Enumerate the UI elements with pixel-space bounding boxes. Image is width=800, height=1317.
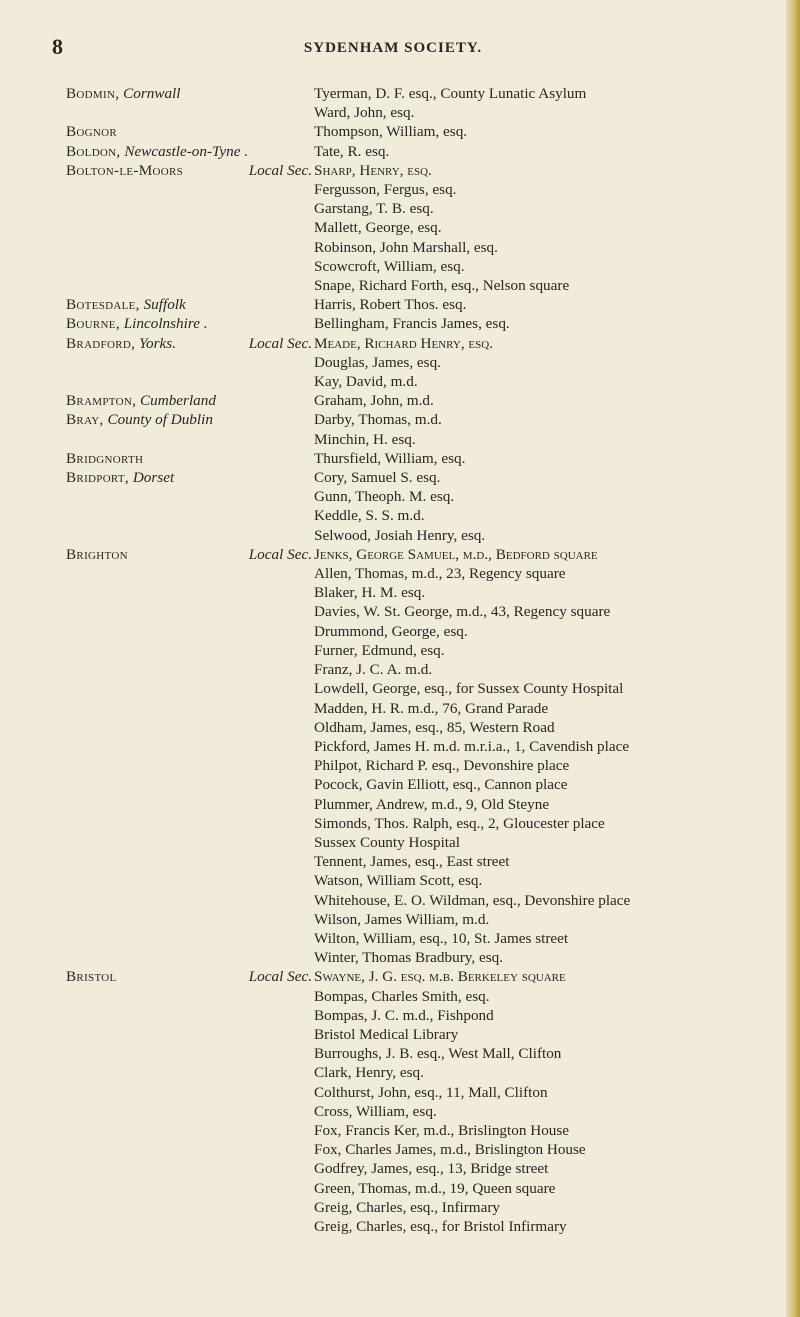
town-name: Brighton [66, 545, 128, 563]
member-line: Sharp, Henry, esq. [314, 161, 432, 179]
member-line: Blaker, H. M. esq. [314, 584, 426, 602]
member-line: Allen, Thomas, m.d., 23, Regency square [314, 565, 566, 583]
member-line: Harris, Robert Thos. esq. [314, 296, 467, 314]
town-county: Dorset [132, 469, 175, 487]
local-secretary-label: Local Sec. [248, 545, 312, 563]
town-entry [0, 84, 786, 122]
town-cell [0, 142, 314, 161]
town-cell [0, 334, 314, 353]
member-names [314, 161, 754, 295]
town-name: Bourne, [66, 315, 120, 333]
member-line: Colthurst, John, esq., 11, Mall, Clifton [314, 1083, 548, 1101]
member-line: Mallett, George, esq. [314, 219, 442, 237]
town-cell [0, 295, 314, 314]
member-line: Philpot, Richard P. esq., Devonshire place [314, 757, 570, 775]
town-name: Bognor [66, 123, 118, 141]
town-cell [0, 122, 314, 141]
member-line: Jenks, George Samuel, m.d., Bedford square [314, 545, 598, 563]
member-line: Douglas, James, esq. [314, 353, 441, 371]
member-line: Pickford, James H. m.d. m.r.i.a., 1, Cavendish place [314, 737, 630, 755]
member-line: Simonds, Thos. Ralph, esq., 2, Gloucester place [314, 814, 605, 832]
member-line: Garstang, T. B. esq. [314, 200, 434, 218]
town-name: Brampton, [66, 392, 137, 410]
member-line: Bristol Medical Library [314, 1025, 459, 1043]
member-names [314, 545, 754, 967]
member-line: Scowcroft, William, esq. [314, 257, 465, 275]
member-line: Furner, Edmund, esq. [314, 641, 445, 659]
member-line: Whitehouse, E. O. Wildman, esq., Devonshire place [314, 891, 631, 909]
member-names [314, 84, 754, 122]
member-line: Bellingham, Francis James, esq. [314, 315, 510, 333]
town-county: Cornwall [123, 85, 181, 102]
town-entry [0, 122, 786, 141]
member-line: Fergusson, Fergus, esq. [314, 181, 457, 199]
town-entry [0, 545, 786, 967]
town-name: Bradford, [66, 334, 136, 352]
member-line: Ward, John, esq. [314, 104, 415, 122]
member-line: Plummer, Andrew, m.d., 9, Old Steyne [314, 795, 550, 813]
member-line: Clark, Henry, esq. [314, 1064, 424, 1082]
town-county: Cumberland [140, 392, 216, 410]
town-cell [0, 84, 314, 103]
town-name: Bolton-le-Moors [66, 161, 184, 179]
member-line: Sussex County Hospital [314, 833, 460, 851]
member-line: Davies, W. St. George, m.d., 43, Regency square [314, 603, 611, 621]
member-list [0, 84, 786, 1236]
member-line: Graham, John, m.d. [314, 392, 434, 410]
town-entry [0, 449, 786, 468]
town-county: Lincolnshire . [123, 315, 208, 333]
member-line: Selwood, Josiah Henry, esq. [314, 526, 486, 544]
member-line: Cory, Samuel S. esq. [314, 469, 441, 487]
member-line: Thompson, William, esq. [314, 123, 468, 141]
town-entry [0, 161, 786, 295]
member-line: Swayne, J. G. esq. m.b. Berkeley square [314, 968, 566, 986]
town-name: Bridgnorth [66, 449, 144, 467]
town-name: Bristol [66, 968, 117, 986]
member-line: Tate, R. esq. [314, 142, 390, 160]
town-name: Boldon, [66, 142, 121, 160]
local-secretary-label: Local Sec. [248, 968, 312, 986]
town-name: Bodmin, [66, 85, 120, 102]
town-county: Yorks. [139, 334, 177, 352]
member-names [314, 122, 754, 141]
member-names [314, 391, 754, 410]
town-entry [0, 142, 786, 161]
town-cell [0, 314, 314, 333]
page-header [0, 34, 786, 62]
member-line: Lowdell, George, esq., for Sussex County Hospital [314, 680, 624, 698]
town-name: Bridport, [66, 469, 130, 487]
member-line: Fox, Francis Ker, m.d., Brislington House [314, 1121, 570, 1139]
member-line: Fox, Charles James, m.d., Brislington House [314, 1141, 586, 1159]
member-line: Oldham, James, esq., 85, Western Road [314, 718, 555, 736]
member-line: Tyerman, D. F. esq., County Lunatic Asylum [314, 85, 587, 102]
member-names [314, 967, 754, 1236]
member-line: Kay, David, m.d. [314, 373, 418, 391]
member-line: Cross, William, esq. [314, 1102, 437, 1120]
member-line: Winter, Thomas Bradbury, esq. [314, 949, 504, 967]
member-line: Greig, Charles, esq., for Bristol Infirmary [314, 1217, 567, 1235]
running-head: SYDENHAM SOCIETY. [303, 40, 483, 56]
town-entry [0, 314, 786, 333]
member-line: Bompas, J. C. m.d., Fishpond [314, 1006, 494, 1024]
town-entry [0, 334, 786, 392]
member-line: Greig, Charles, esq., Infirmary [314, 1198, 500, 1216]
member-line: Minchin, H. esq. [314, 430, 416, 448]
member-line: Green, Thomas, m.d., 19, Queen square [314, 1179, 556, 1197]
member-line: Burroughs, J. B. esq., West Mall, Clifton [314, 1045, 562, 1063]
town-cell [0, 545, 314, 564]
member-line: Gunn, Theoph. M. esq. [314, 488, 455, 506]
member-line: Drummond, George, esq. [314, 622, 468, 640]
town-cell [0, 468, 314, 487]
member-names [314, 142, 754, 161]
town-entry [0, 410, 786, 448]
town-county: Suffolk [143, 296, 186, 314]
member-line: Wilson, James William, m.d. [314, 910, 490, 928]
member-line: Watson, William Scott, esq. [314, 872, 483, 890]
town-entry [0, 468, 786, 545]
member-line: Thursfield, William, esq. [314, 449, 466, 467]
member-names [314, 334, 754, 392]
town-name: Botesdale, [66, 296, 140, 314]
member-names [314, 314, 754, 333]
member-line: Pocock, Gavin Elliott, esq., Cannon place [314, 776, 568, 794]
member-line: Franz, J. C. A. m.d. [314, 661, 433, 679]
town-entry [0, 295, 786, 314]
local-secretary-label: Local Sec. [248, 161, 312, 179]
local-secretary-label: Local Sec. [248, 334, 312, 352]
town-cell [0, 410, 314, 429]
member-line: Tennent, James, esq., East street [314, 853, 510, 871]
member-line: Darby, Thomas, m.d. [314, 411, 442, 429]
town-cell [0, 967, 314, 986]
town-cell [0, 391, 314, 410]
member-line: Meade, Richard Henry, esq. [314, 334, 493, 352]
page-edge [786, 0, 800, 1317]
member-line: Godfrey, James, esq., 13, Bridge street [314, 1160, 549, 1178]
member-line: Keddle, S. S. m.d. [314, 507, 425, 525]
member-line: Wilton, William, esq., 10, St. James street [314, 929, 569, 947]
town-cell [0, 161, 314, 180]
town-entry [0, 391, 786, 410]
member-names [314, 410, 754, 448]
town-cell [0, 449, 314, 468]
town-county: County of Dublin [107, 411, 213, 429]
member-names [314, 295, 754, 314]
member-line: Madden, H. R. m.d., 76, Grand Parade [314, 699, 549, 717]
member-names [314, 468, 754, 545]
town-county: Newcastle-on-Tyne . [124, 142, 249, 160]
member-line: Robinson, John Marshall, esq. [314, 238, 498, 256]
town-name: Bray, [66, 411, 104, 429]
town-entry [0, 967, 786, 1236]
member-names [314, 449, 754, 468]
page-number: 8 [52, 34, 63, 59]
member-line: Snape, Richard Forth, esq., Nelson square [314, 277, 570, 295]
member-line: Bompas, Charles Smith, esq. [314, 987, 490, 1005]
